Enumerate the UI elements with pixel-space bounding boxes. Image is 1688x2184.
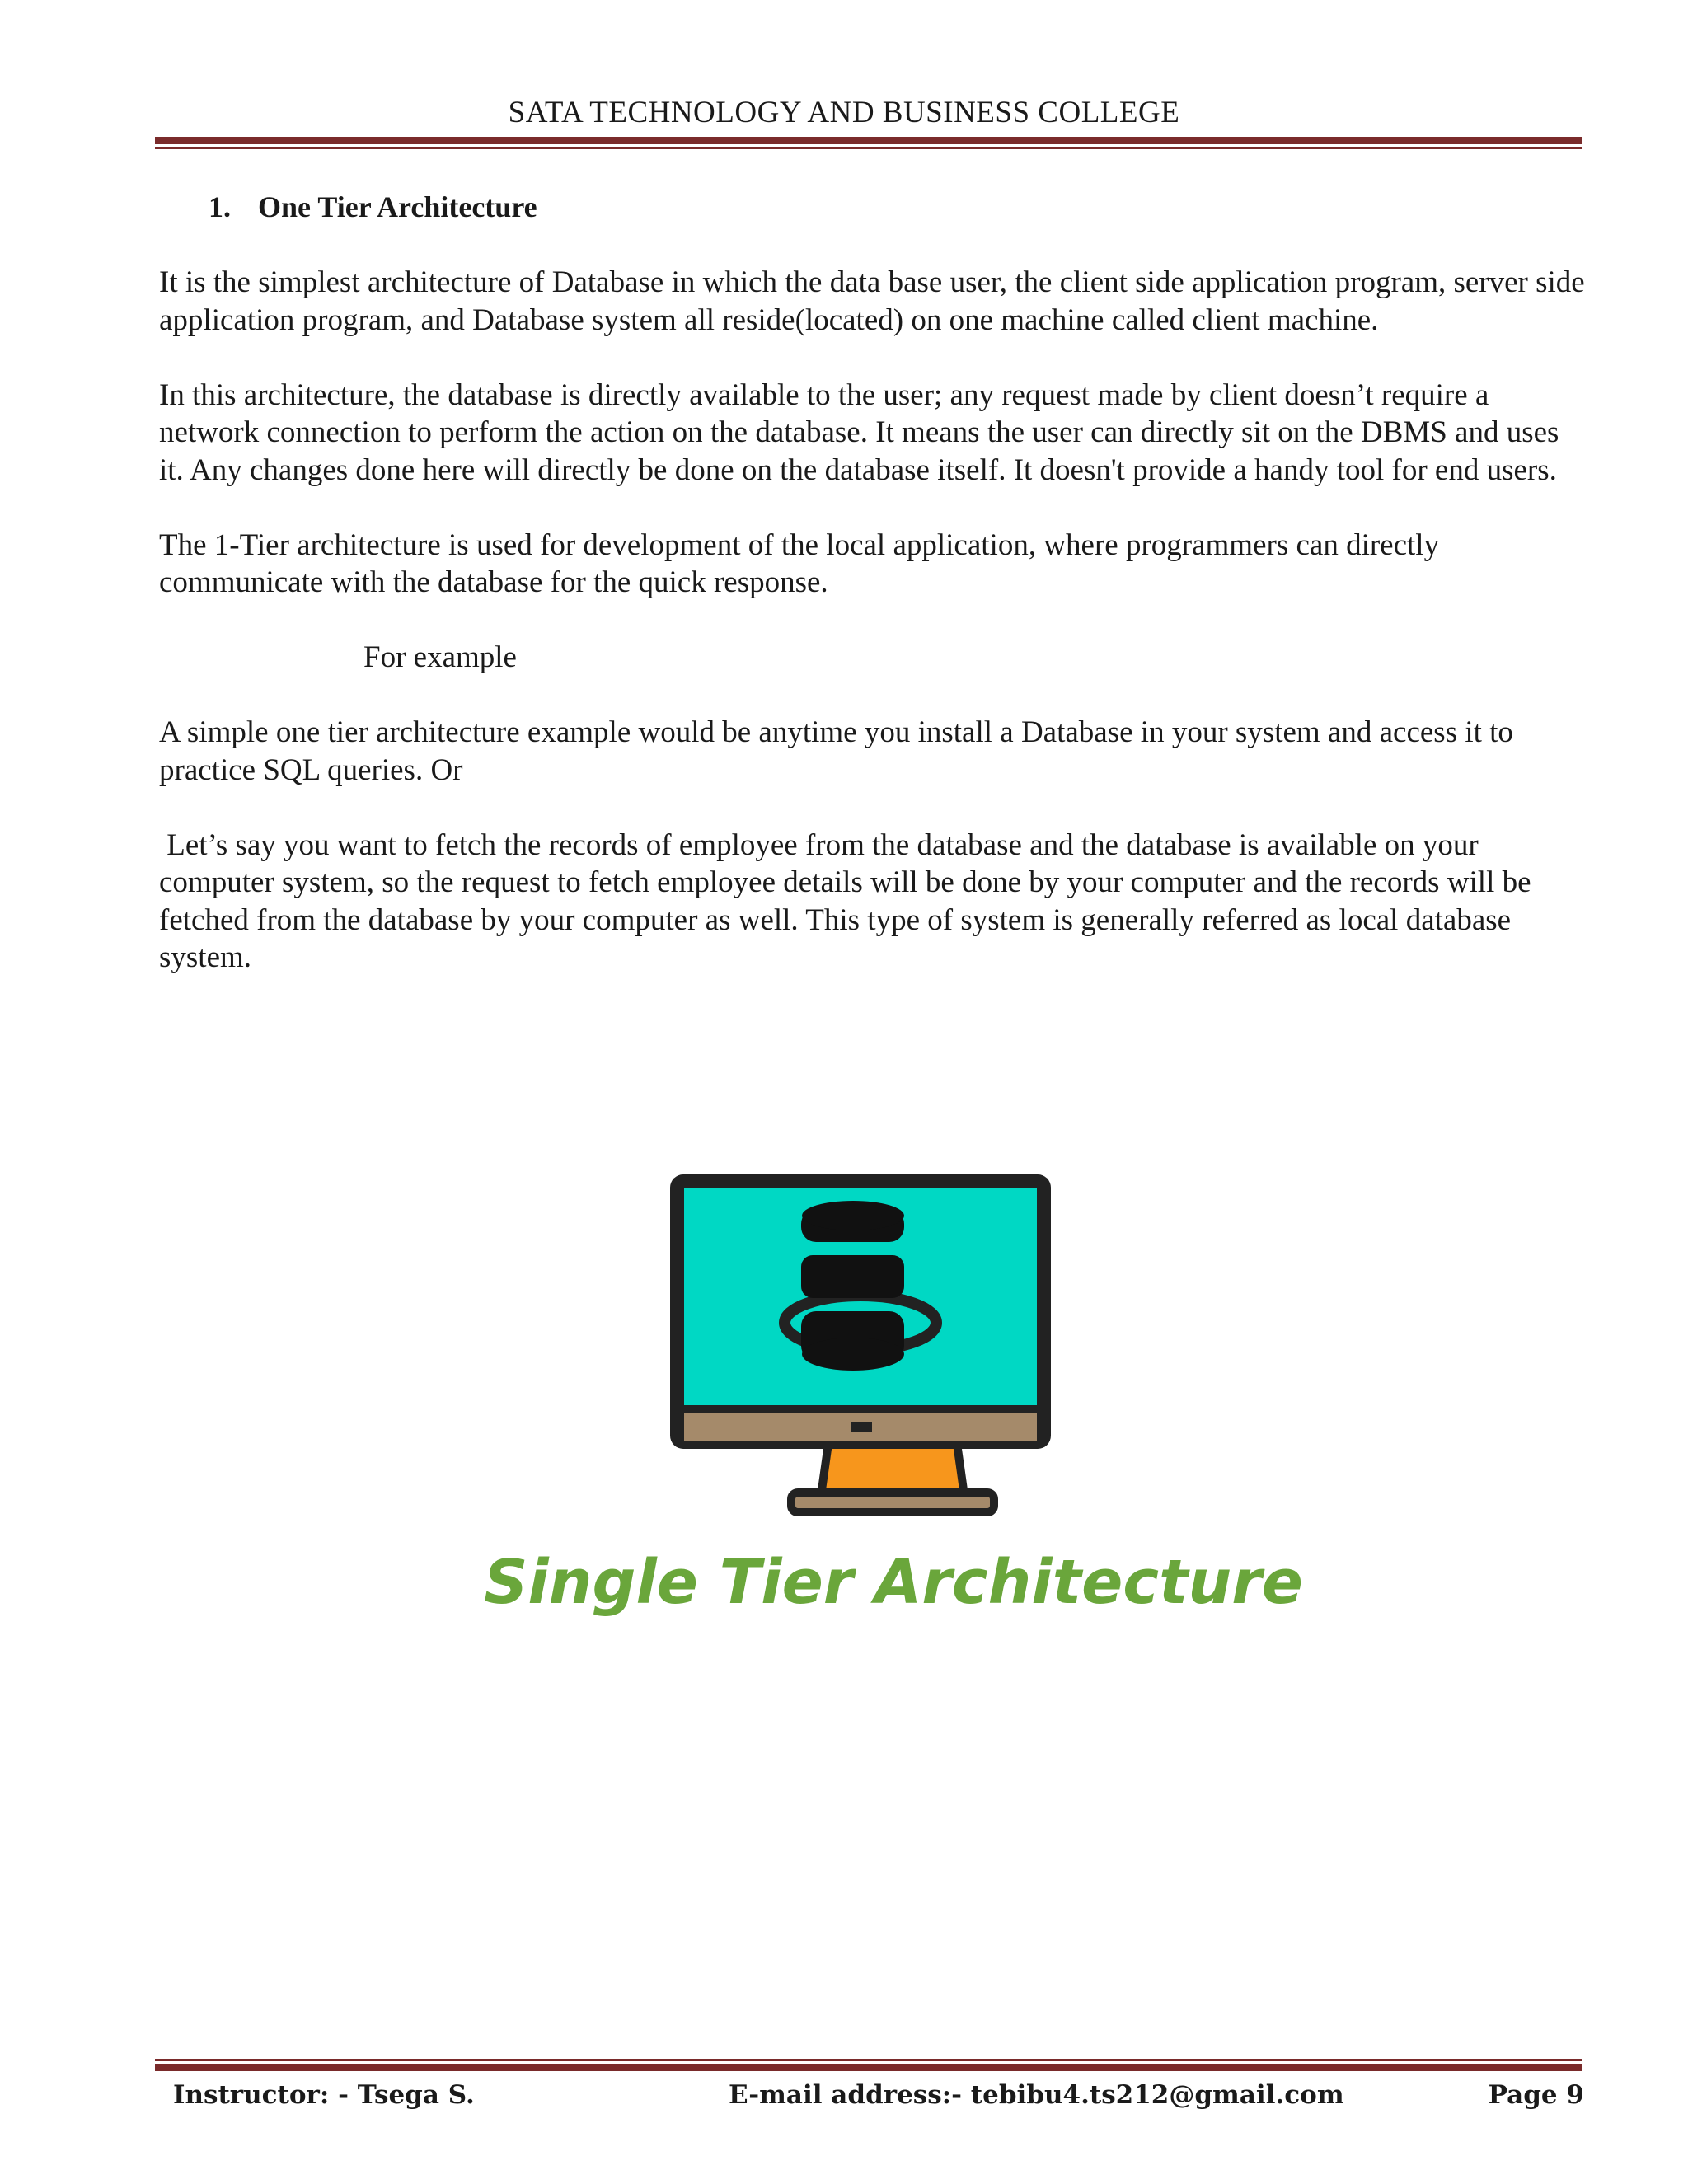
section-heading bbox=[209, 192, 537, 222]
monitor-database-icon bbox=[484, 1166, 1303, 1644]
monitor-button bbox=[851, 1422, 872, 1432]
paragraph-direct-access: In this architecture, the database is directly available to the user; any request made by client doesn’t require a network connection to perform the action on the database. It means the user can directly sit on the DBMS and uses it. Any changes done here will directly be done on the database itself. It doesn't provide a handy tool for end users. bbox=[159, 377, 1559, 487]
paragraph-usage: The 1-Tier architecture is used for development of the local application, where programmers can directly communicate with the database for the quick response. bbox=[159, 527, 1440, 599]
single-tier-figure bbox=[484, 1166, 1303, 1644]
header-rule bbox=[155, 137, 1582, 149]
paragraph-example-fetch: Let’s say you want to fetch the records of employee from the database and the database is available on your computer system, so the request to fetch employee details will be done by your computer and the records will be fetched from the database by your computer as well. This type of system is generally referred as local database system. bbox=[159, 827, 1539, 974]
footer-instructor: Instructor: - Tsega S. bbox=[173, 2080, 475, 2110]
page-header-title: SATA TECHNOLOGY AND BUSINESS COLLEGE bbox=[508, 96, 1180, 129]
footer-rule bbox=[155, 2059, 1582, 2071]
section-title: One Tier Architecture bbox=[258, 190, 537, 223]
footer-page-number: Page 9 bbox=[1488, 2080, 1584, 2110]
figure-caption: Single Tier Architecture bbox=[484, 1547, 1303, 1618]
section-number: 1. bbox=[209, 190, 231, 223]
monitor-stand-base bbox=[791, 1493, 994, 1512]
paragraph-example-install: A simple one tier architecture example would be anytime you install a Database in your system and access it to practice SQL queries. Or bbox=[159, 715, 1513, 787]
page-footer bbox=[173, 2077, 1584, 2113]
footer-email: E-mail address:- tebibu4.ts212@gmail.com bbox=[729, 2080, 1344, 2110]
paragraph-definition: It is the simplest architecture of Database in which the data base user, the client side application program, server side application program, and Database system all reside(located) on one machine called client machine. bbox=[159, 265, 1585, 337]
body-text bbox=[159, 264, 1585, 1014]
paragraph-for-example: For example bbox=[363, 640, 517, 674]
